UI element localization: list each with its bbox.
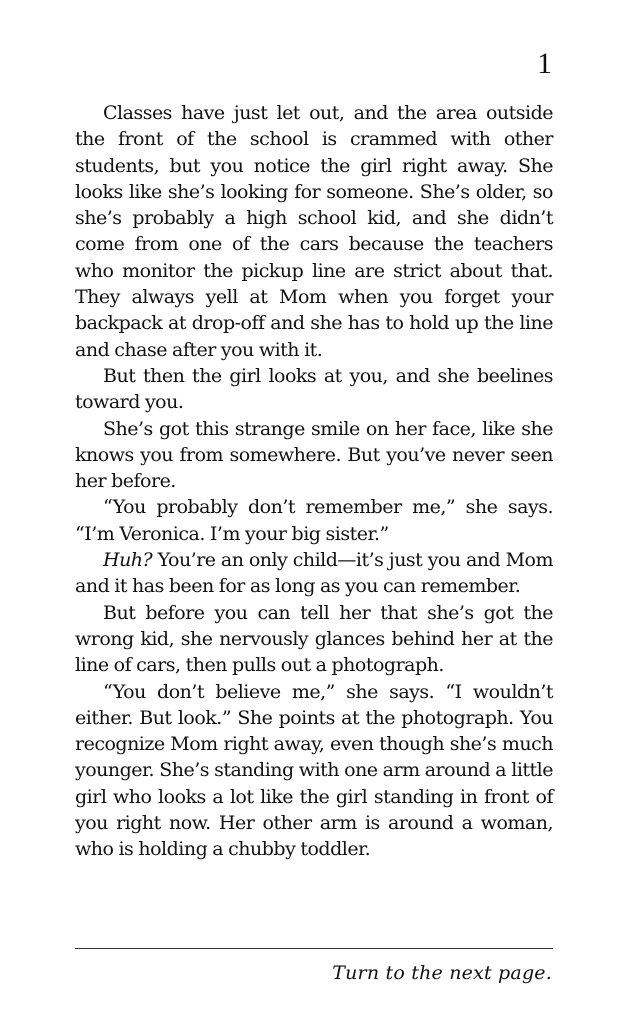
- paragraph-rest: You’re an only child—it’s just you and Mom and it has been for as long as you can remember.: [75, 549, 553, 598]
- paragraph: Classes have just let out, and the area outside the front of the school is crammed with other students, but you notice the girl right away. She looks like she’s looking for someone. She’s older, so she’s probably a high school kid, and she didn’t come from one of the cars because the teachers who monitor the pickup line are strict about that. They always yell at Mom when you forget your backpack at drop-off and she has to hold up the line and chase after you with it.: [75, 102, 553, 361]
- paragraph: “You probably don’t remember me,” she says. “I’m Veronica. I’m your big sister.”: [75, 496, 553, 545]
- turn-page-note: Turn to the next page.: [332, 962, 552, 984]
- paragraph: “You don’t believe me,” she says. “I wouldn’t either. But look.” She points at the photograph. You recognize Mom right away, even though she’s much younger. She’s standing with one arm around a little girl who looks a lot like the girl standing in front of you right now. Her other arm is around a woman, who is holding a chubby toddler.: [75, 680, 553, 861]
- paragraph: [75, 547, 553, 600]
- paragraph: She’s got this strange smile on her face, like she knows you from somewhere. But you’ve never seen her before.: [75, 417, 553, 493]
- page-number: 1: [537, 47, 552, 80]
- italic-exclamation: Huh?: [103, 549, 153, 572]
- paragraph: But before you can tell her that she’s got the wrong kid, she nervously glances behind her at the line of cars, then pulls out a photograph.: [75, 601, 553, 677]
- paragraph: But then the girl looks at you, and she beelines toward you.: [75, 364, 553, 414]
- footer-divider: [75, 948, 553, 949]
- body-text: [75, 100, 553, 863]
